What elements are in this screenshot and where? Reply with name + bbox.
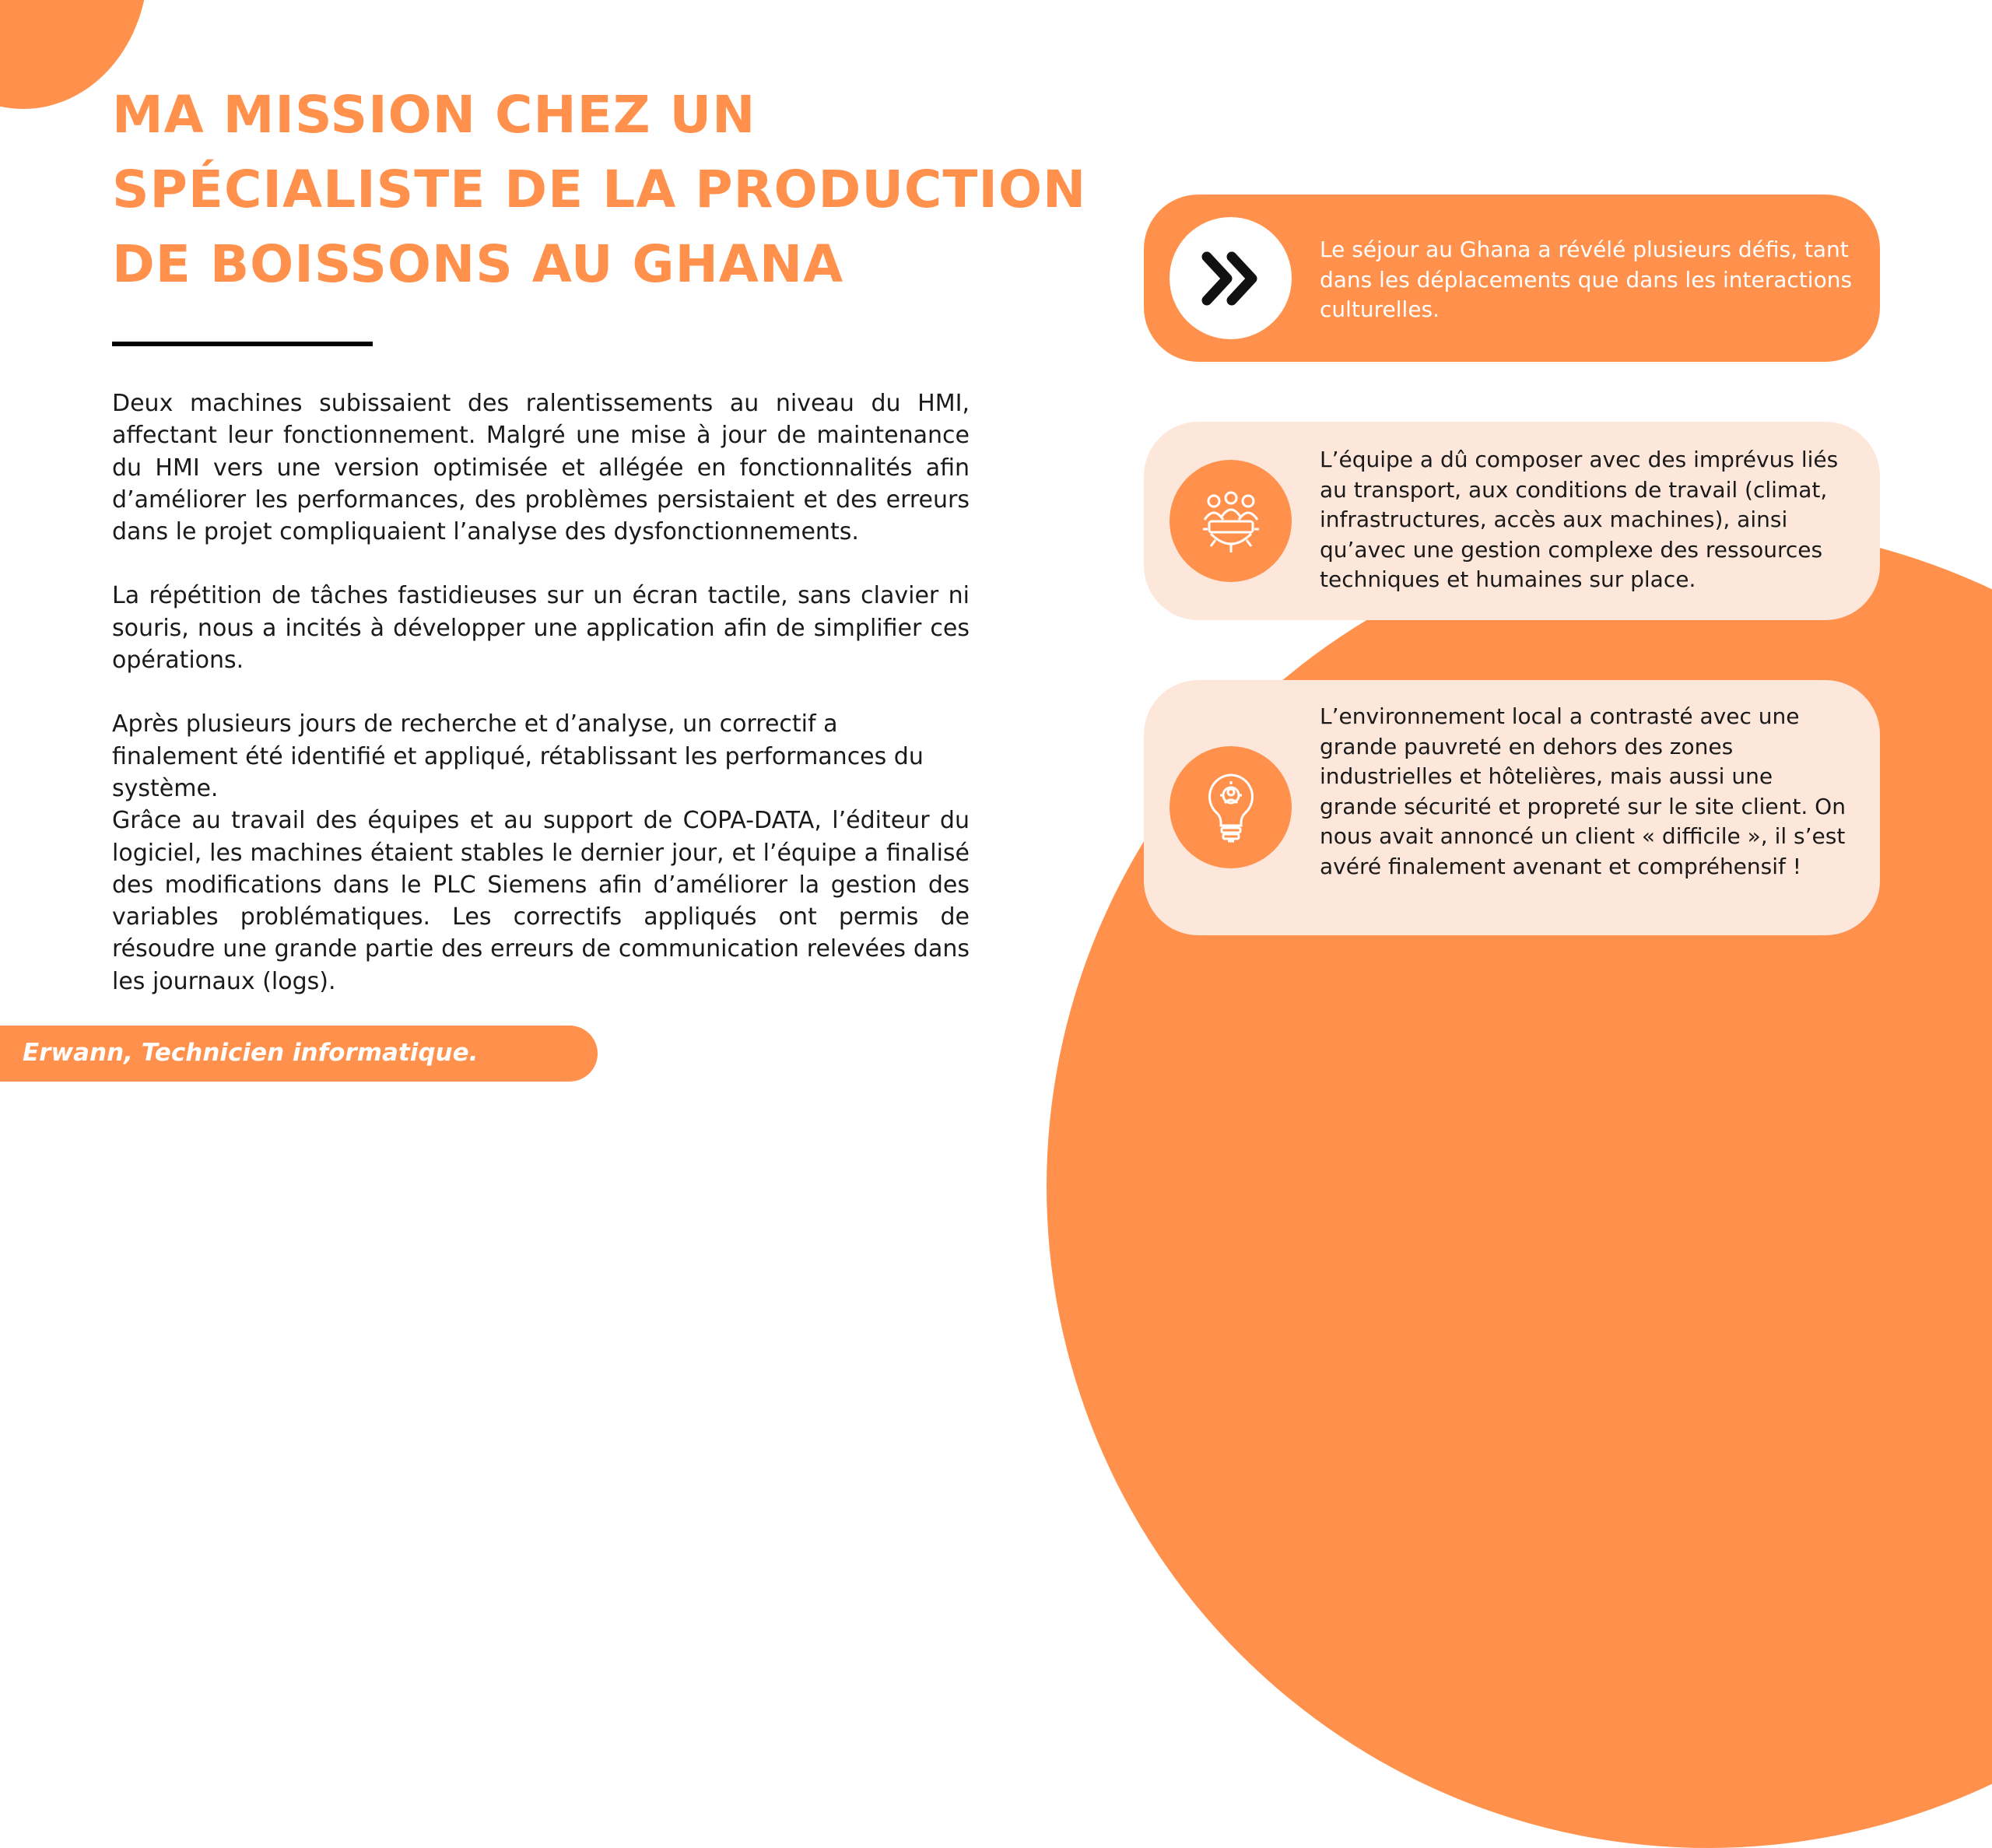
team-meeting-gear-icon xyxy=(1170,460,1292,582)
challenge-card-team xyxy=(1144,422,1880,620)
challenge-text-environment: L’environnement local a contrasté avec une grande pauvreté en dehors des zones industrielles et hôtelières, mais aussi une grande sécurité et propreté sur le site client. On nous avait annoncé un client « difficile », il s’est avéré finalement avenant et compréhensif ! xyxy=(1320,703,1846,879)
title-line-3: DE BOISSONS AU GHANA xyxy=(112,234,844,294)
title-underline xyxy=(112,342,373,346)
lightbulb-person-icon xyxy=(1170,746,1292,868)
paragraph-fix: Après plusieurs jours de recherche et d’analyse, un correctif a finalement été identifié et appliqué, rétablissant les performances du système. xyxy=(112,710,924,802)
challenge-text-travel: Le séjour au Ghana a révélé plusieurs défis, tant dans les déplacements que dans les interactions culturelles. xyxy=(1320,237,1853,323)
title-line-2: SPÉCIALISTE DE LA PRODUCTION xyxy=(112,160,1087,219)
page-title xyxy=(112,78,1124,302)
challenge-text-team: L’équipe a dû composer avec des imprévus liés au transport, aux conditions de travail (climat, infrastructures, accès aux machines), ainsi qu’avec une gestion complexe des ressources techniques et humaines sur place. xyxy=(1320,447,1839,593)
challenge-card-environment xyxy=(1144,680,1880,935)
paragraph-hmi: Deux machines subissaient des ralentissements au niveau du HMI, affectant leur fonctionnement. Malgré une mise à jour de maintenance du HMI vers une version optimisée et allégée en fonctionnalités afin d’améliorer les performances, des problèmes persistaient et des erreurs dans le projet compliquaient l’analyse des dysfonctionnements. xyxy=(112,390,970,546)
title-line-1: MA MISSION CHEZ UN xyxy=(112,85,756,145)
author-banner xyxy=(0,1026,598,1082)
challenge-card-travel xyxy=(1144,195,1880,362)
mission-description xyxy=(112,387,970,998)
double-chevron-right-icon xyxy=(1170,217,1292,339)
paragraph-touchscreen: La répétition de tâches fastidieuses sur un écran tactile, sans clavier ni souris, nous a incités à développer une application afin de simplifier ces opérations. xyxy=(112,582,970,675)
author-label: Erwann, Technicien informatique. xyxy=(23,1039,479,1067)
paragraph-copa-data: Grâce au travail des équipes et au support de COPA-DATA, l’éditeur du logiciel, les machines étaient stables le dernier jour, et l’équipe a finalisé des modifications dans le PLC Siemens afin d’améliorer la gestion des variables problématiques. Les correctifs appliqués ont permis de résoudre une grande partie des erreurs de communication relevées dans les journaux (logs). xyxy=(112,807,970,995)
